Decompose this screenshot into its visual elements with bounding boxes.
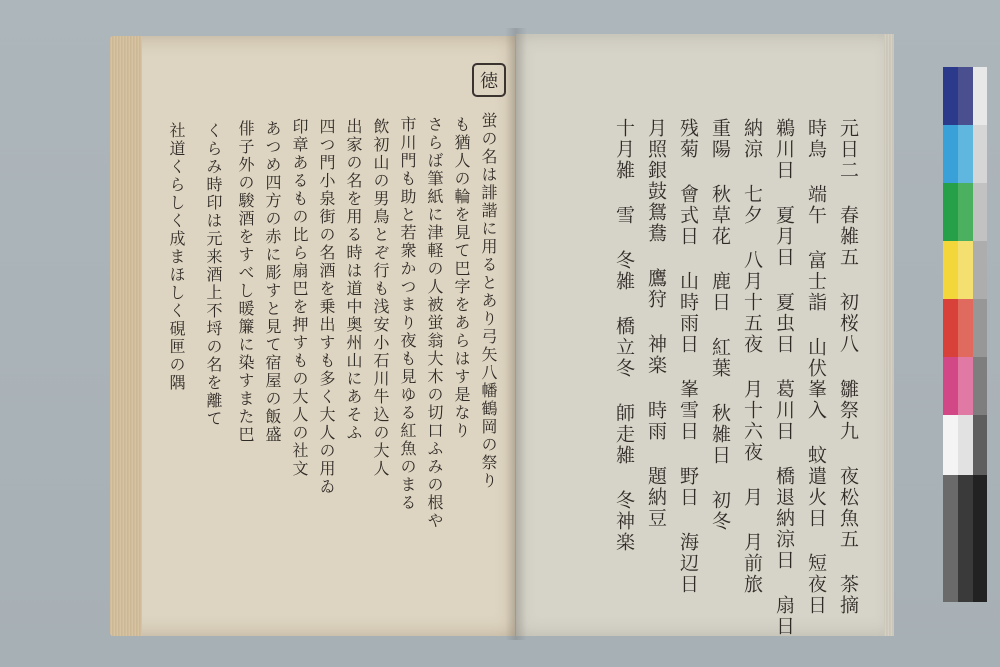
left-text-column: くらみ時印は元来酒上不埒の名を離て	[204, 122, 223, 428]
left-page-edge	[110, 36, 142, 636]
right-text-column: 残菊 會式日 山時雨日 峯雪日 野日 海辺日	[677, 118, 699, 595]
color-swatch	[943, 357, 987, 415]
left-text-column: 飲初山の男鳥とぞ行も浅安小石川牛込の大人	[371, 118, 390, 478]
ownership-seal: 徳	[472, 63, 506, 97]
left-text-column: さらば筆紙に津軽の人被蛍翁大木の切口ふみの根や	[425, 116, 444, 530]
color-swatch	[943, 299, 987, 357]
right-text-column: 鵜川日 夏月日 夏虫日 葛川日 橋退納涼日 扇日	[773, 118, 795, 637]
color-swatch	[943, 67, 987, 125]
left-text-column: 俳子外の駿酒をすべし暖簾に染すまた巴	[236, 120, 255, 444]
book-spine	[505, 28, 527, 640]
color-calibration-chart	[943, 67, 987, 602]
left-text-column: 社道くらしく成まほしく硯匣の隅	[167, 122, 186, 392]
right-text-column: 月照銀鼓鴛鴦 鷹狩 神楽 時雨 題納豆	[645, 118, 667, 529]
right-text-column: 時鳥 端午 富士詣 山伏峯入 蚊遣火日 短夜日	[805, 118, 827, 616]
left-text-column: あつめ四方の赤に彫すと見て宿屋の飯盛	[263, 120, 282, 444]
right-page-edge	[884, 34, 894, 636]
left-text-column: も猶人の輪を見て巴字をあらはす是なり	[452, 116, 471, 440]
color-swatch	[943, 125, 987, 183]
left-text-column: 蛍の名は誹諧に用るとあり弓矢八幡鶴岡の祭り	[479, 112, 498, 490]
right-text-column: 重陽 秋草花 鹿日 紅葉 秋雑日 初冬	[709, 118, 731, 532]
left-text-column: 市川門も助と若衆かつまり夜も見ゆる紅魚のまる	[398, 116, 417, 512]
left-text-column: 印章あるもの比ら扇巴を押すもの大人の社文	[290, 118, 309, 478]
right-text-column: 十月雑 雪 冬雑 橋立冬 師走雑 冬神楽	[613, 118, 635, 553]
color-swatch	[943, 241, 987, 299]
color-swatch	[943, 183, 987, 241]
right-text-column: 納涼 七夕 八月十五夜 月十六夜 月 月前旅	[741, 118, 763, 595]
right-text-column: 元日二 春雑五 初桜八 雛祭九 夜松魚五 茶摘	[837, 118, 859, 616]
left-text-column: 出家の名を用る時は道中奥州山にあそふ	[344, 118, 363, 442]
left-text-column: 四つ門小泉街の名酒を乗出すも多く大人の用ゐ	[317, 118, 336, 496]
color-swatch	[943, 415, 987, 475]
color-swatch	[943, 475, 987, 602]
